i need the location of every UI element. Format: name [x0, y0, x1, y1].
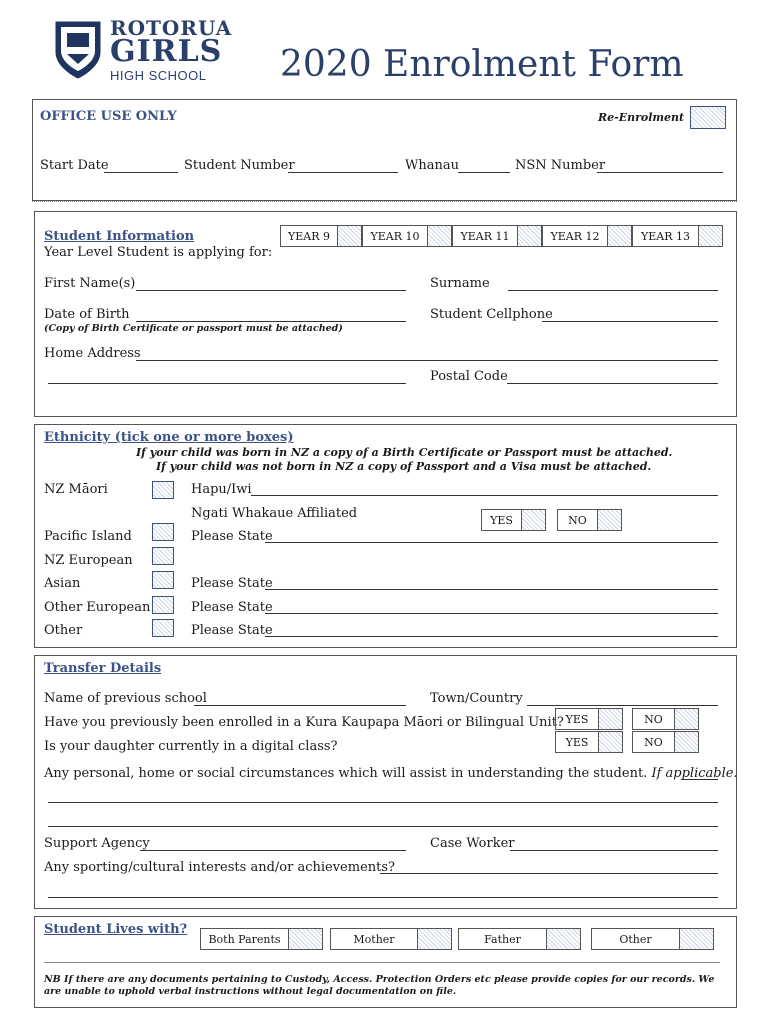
town-country-field[interactable]	[527, 705, 718, 706]
ngati-whakaue-label: Ngati Whakaue Affiliated	[191, 506, 358, 521]
re-enrolment-label: Re-Enrolment	[598, 111, 685, 124]
student-number-label: Student Number	[184, 158, 295, 173]
nsn-number-label: NSN Number	[515, 158, 606, 173]
first-names-label: First Name(s)	[44, 276, 136, 291]
previous-school-label: Name of previous school	[44, 691, 207, 706]
cellphone-label: Student Cellphone	[430, 307, 553, 322]
school-logo	[52, 16, 233, 83]
kura-no-label: NO	[644, 712, 663, 726]
nz-european-label: NZ European	[44, 553, 133, 568]
other-european-please-state-label: Please State	[191, 600, 273, 615]
interests-field-1[interactable]	[380, 873, 718, 874]
whanau-field[interactable]	[458, 172, 510, 173]
year-level-label: Year Level Student is applying for:	[44, 245, 273, 260]
cellphone-field[interactable]	[542, 321, 718, 322]
kura-question-label: Have you previously been enrolled in a Kura Kaupapa Māori or Bilingual Unit?	[44, 715, 564, 730]
page-title: 2020 Enrolment Form	[280, 44, 684, 85]
year-11-checkbox[interactable]	[517, 226, 541, 246]
nz-maori-checkbox[interactable]	[152, 481, 174, 499]
digital-no-label: NO	[644, 735, 663, 749]
student-information-title: Student Information	[44, 229, 195, 244]
asian-please-state-label: Please State	[191, 576, 273, 591]
surname-label: Surname	[430, 276, 490, 291]
father-label: Father	[484, 932, 521, 946]
ngati-no-option[interactable]	[557, 509, 622, 531]
dotted-divider	[32, 201, 737, 202]
custody-note: NB If there are any documents pertaining to Custody, Access. Protection Orders etc please provide copies for our records. We are unable to uphold verbal instructions without legal documentation on file.	[44, 974, 715, 997]
previous-school-field[interactable]	[194, 705, 406, 706]
year-13-checkbox[interactable]	[698, 226, 722, 246]
circumstances-field-1[interactable]	[48, 802, 718, 803]
digital-class-question-label: Is your daughter currently in a digital class?	[44, 739, 338, 754]
digital-no-checkbox[interactable]	[674, 732, 698, 752]
year-9-option[interactable]	[280, 225, 362, 247]
father-option[interactable]	[458, 928, 581, 950]
other-lives-with-label: Other	[619, 932, 652, 946]
first-names-field[interactable]	[136, 290, 406, 291]
year-13-label: YEAR 13	[640, 229, 690, 243]
other-please-state-label: Please State	[191, 623, 273, 638]
asian-checkbox[interactable]	[152, 571, 174, 589]
start-date-field[interactable]	[104, 172, 178, 173]
both-parents-label: Both Parents	[208, 932, 281, 946]
year-11-option[interactable]	[452, 225, 542, 247]
if-applicable-text: If applicable.	[651, 766, 738, 781]
other-label: Other	[44, 623, 83, 638]
ethnicity-title: Ethnicity (tick one or more boxes)	[44, 430, 294, 445]
digital-yes-checkbox[interactable]	[598, 732, 622, 752]
nz-maori-label: NZ Māori	[44, 482, 108, 497]
support-agency-label: Support Agency	[44, 836, 150, 851]
office-use-title: OFFICE USE ONLY	[40, 109, 177, 124]
ethnicity-note-1: If your child was born in NZ a copy of a Birth Certificate or Passport must be attached.	[136, 446, 673, 459]
kura-no-checkbox[interactable]	[674, 709, 698, 729]
nz-european-checkbox[interactable]	[152, 547, 174, 565]
pacific-island-label: Pacific Island	[44, 529, 132, 544]
dob-label: Date of Birth	[44, 307, 130, 322]
dob-note: (Copy of Birth Certificate or passport must be attached)	[44, 323, 343, 334]
other-lives-with-checkbox[interactable]	[679, 929, 713, 949]
year-10-label: YEAR 10	[370, 229, 420, 243]
mother-checkbox[interactable]	[417, 929, 451, 949]
surname-field[interactable]	[508, 290, 718, 291]
pacific-island-checkbox[interactable]	[152, 523, 174, 541]
start-date-label: Start Date	[40, 158, 109, 173]
year-12-option[interactable]	[542, 225, 632, 247]
year-12-label: YEAR 12	[550, 229, 600, 243]
case-worker-label: Case Worker	[430, 836, 515, 851]
year-9-checkbox[interactable]	[337, 226, 361, 246]
pacific-please-state-field[interactable]	[265, 542, 718, 543]
both-parents-checkbox[interactable]	[288, 929, 322, 949]
both-parents-option[interactable]	[200, 928, 323, 950]
father-checkbox[interactable]	[546, 929, 580, 949]
support-agency-field[interactable]	[140, 850, 406, 851]
other-please-state-field[interactable]	[265, 636, 718, 637]
circumstances-text: Any personal, home or social circumstances which will assist in understanding the student.	[44, 766, 648, 781]
digital-no-option[interactable]	[632, 731, 699, 753]
re-enrolment-checkbox[interactable]	[690, 106, 726, 129]
postal-code-label: Postal Code	[430, 369, 508, 384]
other-european-please-state-field[interactable]	[265, 613, 718, 614]
student-number-field[interactable]	[288, 172, 398, 173]
other-european-checkbox[interactable]	[152, 596, 174, 614]
kura-no-option[interactable]	[632, 708, 699, 730]
postal-code-field[interactable]	[507, 383, 718, 384]
case-worker-field[interactable]	[510, 850, 718, 851]
kura-yes-option[interactable]	[555, 708, 623, 730]
home-address-field[interactable]	[136, 360, 718, 361]
home-address-field-2[interactable]	[48, 383, 406, 384]
year-11-label: YEAR 11	[460, 229, 510, 243]
whanau-label: Whanau	[405, 158, 459, 173]
ethnicity-note-2: If your child was not born in NZ a copy of Passport and a Visa must be attached.	[156, 460, 652, 473]
asian-please-state-field[interactable]	[265, 589, 718, 590]
school-name-line2: GIRLS	[110, 34, 223, 69]
town-country-label: Town/Country	[430, 691, 523, 706]
ngati-yes-option[interactable]	[481, 509, 546, 531]
kura-yes-checkbox[interactable]	[598, 709, 622, 729]
lives-with-title: Student Lives with?	[44, 922, 188, 937]
school-name-line1: ROTORUA	[110, 16, 233, 40]
ngati-no-label: NO	[568, 513, 587, 527]
circumstances-field-end[interactable]	[681, 779, 718, 780]
nsn-number-field[interactable]	[597, 172, 723, 173]
digital-yes-option[interactable]	[555, 731, 623, 753]
school-name-line3: HIGH SCHOOL	[110, 68, 207, 83]
mother-option[interactable]	[330, 928, 452, 950]
asian-label: Asian	[44, 576, 81, 591]
ngati-yes-checkbox[interactable]	[521, 510, 545, 530]
other-european-label: Other European	[44, 600, 151, 615]
circumstances-field-2[interactable]	[48, 826, 718, 827]
year-12-checkbox[interactable]	[607, 226, 631, 246]
home-address-label: Home Address	[44, 346, 141, 361]
hapu-iwi-label: Hapu/Iwi	[191, 482, 252, 497]
ngati-no-checkbox[interactable]	[597, 510, 621, 530]
kura-yes-label: YES	[565, 712, 589, 726]
transfer-details-title: Transfer Details	[44, 661, 162, 676]
other-checkbox[interactable]	[152, 619, 174, 637]
pacific-please-state-label: Please State	[191, 529, 273, 544]
hapu-iwi-field[interactable]	[251, 495, 718, 496]
year-13-option[interactable]	[632, 225, 723, 247]
ngati-yes-label: YES	[490, 513, 513, 527]
year-10-checkbox[interactable]	[427, 226, 451, 246]
digital-yes-label: YES	[565, 735, 589, 749]
lives-with-divider	[44, 962, 720, 963]
other-lives-with-option[interactable]	[591, 928, 714, 950]
dob-field[interactable]	[136, 321, 406, 322]
school-crest-icon	[52, 18, 104, 80]
circumstances-label	[44, 766, 738, 781]
interests-label: Any sporting/cultural interests and/or achievements?	[44, 860, 395, 875]
year-10-option[interactable]	[362, 225, 452, 247]
year-9-label: YEAR 9	[287, 229, 330, 243]
mother-label: Mother	[353, 932, 395, 946]
interests-field-2[interactable]	[48, 897, 718, 898]
